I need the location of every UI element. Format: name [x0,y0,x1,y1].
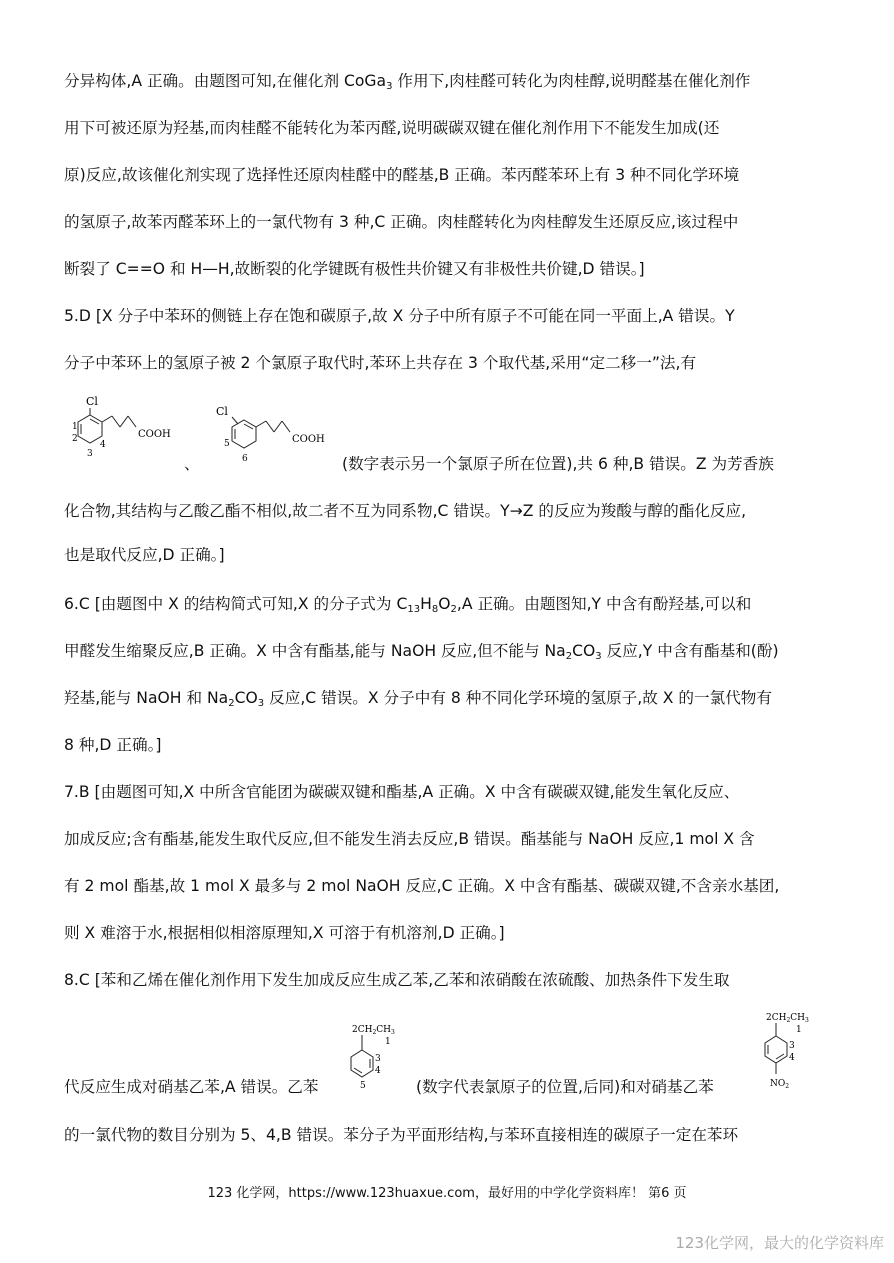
text-line: 的一氯代物的数目分别为 5、4,B 错误。苯分子为平面形结构,与苯环直接相连的碳原子一定在苯环 [64,1126,739,1144]
svg-text:4: 4 [789,1053,795,1063]
text-line: 6.C [由题图中 X 的结构简式可知,X 的分子式为 $C_{13}H_8O_2,A$ 正确。由题图知,Y 中含有酚羟基,可以和 [64,595,752,615]
text-line: 8.C [苯和乙烯在催化剂作用下发生加成反应生成乙苯,乙苯和浓硝酸在浓硫酸、加热条件下发生取 [64,971,730,989]
text-line: 分子中苯环上的氢原子被 2 个氯原子取代时,苯环上共存在 3 个取代基,采用“定二移一”法,有 [64,354,697,372]
text-line: 原)反应,故该催化剂实现了选择性还原肉桂醛中的醛基,B 正确。苯丙醛苯环上有 3 种不同化学环境 [64,166,740,184]
svg-text:3: 3 [87,449,93,459]
text-line: (数字表示另一个氯原子所在位置),共 6 种,B 错误。Z 为芳香族 [342,455,774,473]
svg-text:1: 1 [796,1025,802,1035]
text-line: 8 种,D 正确。] [64,736,162,754]
svg-text:4: 4 [375,1066,381,1076]
chem-structure-4 [758,1008,828,1094]
svg-text:6: 6 [242,454,248,464]
text-line: 加成反应;含有酯基,能发生取代反应,但不能发生消去反应,B 错误。酯基能与 NaOH 反应,1 mol X 含 [64,830,755,848]
text-line: 甲醛发生缩聚反应,B 正确。X 中含有酯基,能与 NaOH 反应,但不能与 $Na_2CO_3$ 反应,Y 中含有酯基和(酚) [64,642,779,662]
svg-text:2: 2 [72,434,78,444]
svg-text:1: 1 [72,422,78,432]
page-footer: 123 化学网，https://www.123huaxue.com，最好用的中学化学资料库！ 第6 页 [207,1186,687,1201]
text-line: 分异构体,A 正确。由题图可知,在催化剂 CoGa$_3$ 作用下,肉桂醛可转化为肉桂醇,说明醛基在催化剂作 [64,72,751,92]
text-line: 羟基,能与 NaOH 和 $Na_2CO_3$ 反应,C 错误。X 分子中有 8 种不同化学环境的氢原子,故 X 的一氯代物有 [64,689,772,709]
text-line: (数字代表氯原子的位置,后同)和对硝基乙苯 [416,1078,714,1096]
text-line: 也是取代反应,D 正确。] [64,546,225,564]
chem-structure-2 [210,402,340,466]
text-line: 则 X 难溶于水,根据相似相溶原理知,X 可溶于有机溶剂,D 正确。] [64,924,505,942]
svg-text:1: 1 [385,1037,391,1047]
text-line: 5.D [X 分子中苯环的侧链上存在饱和碳原子,故 X 分子中所有原子不可能在同一平面上,A 错误。Y [64,307,735,325]
svg-text:2CH2CH3: $2CH_2CH_3$ [766,1013,809,1024]
svg-text:NO2: $NO_2$ [770,1079,790,1090]
chem-structure-3 [344,1020,414,1092]
text-line: 的氢原子,故苯丙醛苯环上的一氯代物有 3 种,C 正确。肉桂醛转化为肉桂醇发生还原反应,该过程中 [64,213,739,231]
watermark: 123化学网，最大的化学资料库 [675,1234,884,1252]
text-line: 断裂了 C==O 和 H—H,故断裂的化学键既有极性共价键又有非极性共价键,D 错误。] [64,260,645,278]
separator-text: 、 [184,455,200,473]
text-line: 化合物,其结构与乙酸乙酯不相似,故二者不互为同系物,C 错误。Y→Z 的反应为羧酸与醇的酯化反应, [64,502,747,520]
svg-text:Cl: Cl [216,405,228,418]
svg-text:COOH: COOH [138,429,171,440]
svg-text:4: 4 [100,440,106,450]
chem-structure-1 [66,392,186,464]
text-line: 有 2 mol 酯基,故 1 mol X 最多与 2 mol NaOH 反应,C 正确。X 中含有酯基、碳碳双键,不含亲水基团, [64,877,780,895]
svg-text:3: 3 [375,1054,381,1064]
svg-text:COOH: COOH [292,434,325,445]
text-line: 7.B [由题图可知,X 中所含官能团为碳碳双键和酯基,A 正确。X 中含有碳碳双键,能发生氧化反应、 [64,783,740,801]
svg-text:5: 5 [224,439,230,449]
text-line: 用下可被还原为羟基,而肉桂醛不能转化为苯丙醛,说明碳碳双键在催化剂作用下不能发生加成(还 [64,119,720,137]
svg-text:3: 3 [789,1041,795,1051]
svg-text:5: 5 [360,1081,366,1091]
svg-text:Cl: Cl [86,395,98,408]
svg-text:2CH2CH3: $2CH_2CH_3$ [352,1025,395,1036]
text-line: 代反应生成对硝基乙苯,A 错误。乙苯 [64,1078,319,1096]
